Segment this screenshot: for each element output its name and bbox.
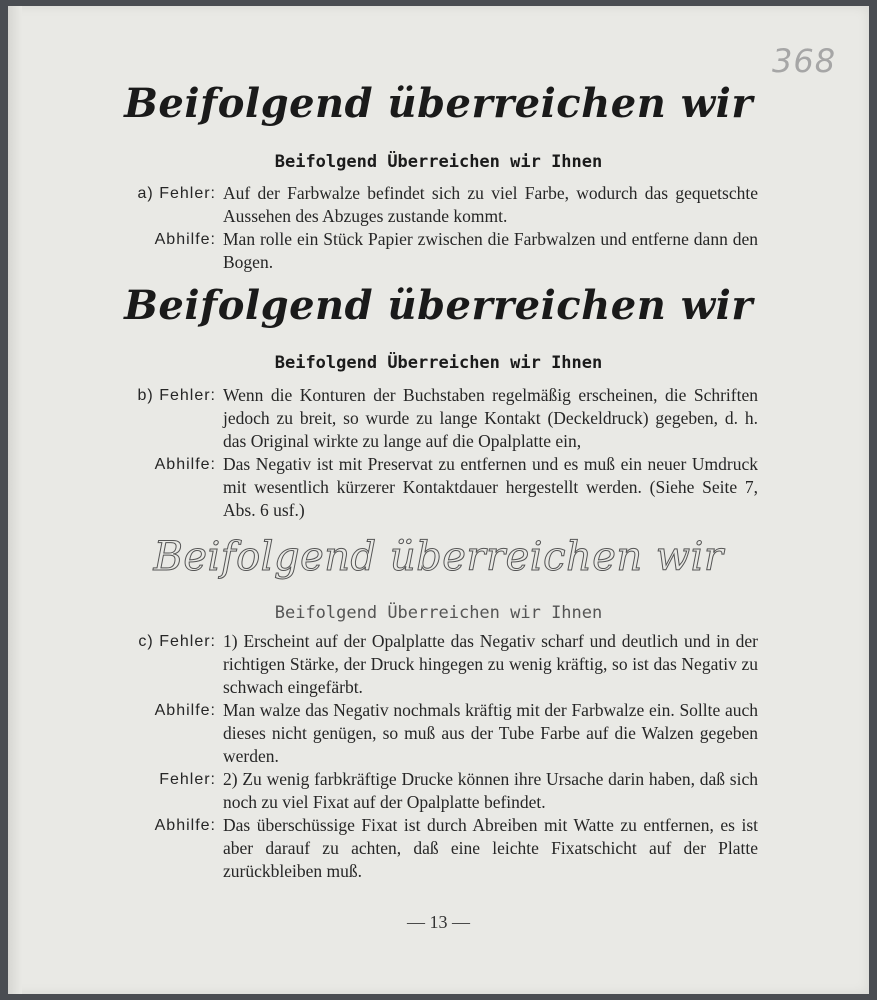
pencil-page-mark: 368 — [772, 42, 837, 80]
entry-row — [118, 630, 758, 699]
entry-row — [118, 699, 758, 768]
entry-label: Abhilfe: — [154, 702, 216, 719]
script-sample-3: Beifolgend überreichen wir — [153, 534, 724, 580]
section-b — [118, 384, 758, 522]
entry-row — [118, 453, 758, 522]
entry-label: Abhilfe: — [154, 817, 216, 834]
entry-row — [118, 768, 758, 814]
entry-text: 1) Erscheint auf der Opalplatte das Negativ scharf und deutlich und in der richtigen Stärke, der Druck hingegen zu wenig kräftig, so ist das Negativ zu schwach eingefärbt. — [223, 631, 758, 697]
entry-row — [118, 384, 758, 453]
entry-text: Wenn die Konturen der Buchstaben regelmäßig erscheinen, die Schriften jedoch zu breit, so wurde zu lange Kontakt (Deckeldruck) gegeben, d. h. das Original wirkte zu lange auf die Opalplatte ein, — [223, 385, 758, 451]
typed-sample-1: Beifolgend Überreichen wir Ihnen — [274, 152, 603, 172]
script-sample-1: Beifolgend überreichen wir — [124, 80, 753, 127]
entry-label: a) Fehler: — [137, 185, 216, 202]
entry-row — [118, 182, 758, 228]
entry-text: Man walze das Negativ nochmals kräftig mit der Farbwalze ein. Sollte auch dieses nicht genügen, so muß aus der Tube Farbe auf die Walzen gegeben werden. — [223, 700, 758, 766]
entry-text: Man rolle ein Stück Papier zwischen die Farbwalzen und entferne dann den Bogen. — [223, 229, 758, 272]
section-a — [118, 182, 758, 274]
section-c — [118, 630, 758, 883]
typed-sample-3: Beifolgend Überreichen wir Ihnen — [274, 603, 603, 623]
entry-text: Auf der Farbwalze befindet sich zu viel Farbe, wodurch das gequetschte Aussehen des Abzuges zustande kommt. — [223, 183, 758, 226]
entry-row — [118, 228, 758, 274]
typed-sample-2: Beifolgend Überreichen wir Ihnen — [274, 353, 603, 373]
page-number: — 13 — — [407, 912, 470, 932]
entry-label: b) Fehler: — [137, 387, 216, 404]
script-sample-2: Beifolgend überreichen wir — [124, 282, 753, 329]
entry-text: Das Negativ ist mit Preservat zu entfernen und es muß ein neuer Umdruck mit wesentlich kürzerer Kontaktdauer hergestellt werden. (Siehe Seite 7, Abs. 6 usf.) — [223, 454, 758, 520]
entry-text: Das überschüssige Fixat ist durch Abreiben mit Watte zu entfernen, es ist aber darauf zu achten, daß eine leichte Fixatschicht auf der Platte zurückbleiben muß. — [223, 815, 758, 881]
entry-text: 2) Zu wenig farbkräftige Drucke können ihre Ursache darin haben, daß sich noch zu viel Fixat auf der Opalplatte befindet. — [223, 769, 758, 812]
entry-label: c) Fehler: — [138, 633, 216, 650]
entry-row — [118, 814, 758, 883]
entry-label: Abhilfe: — [154, 456, 216, 473]
entry-label: Fehler: — [159, 771, 216, 788]
document-page — [8, 6, 869, 994]
entry-label: Abhilfe: — [154, 231, 216, 248]
